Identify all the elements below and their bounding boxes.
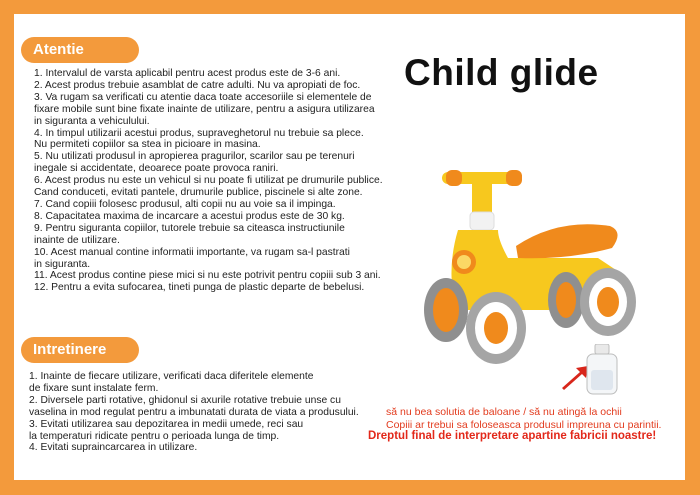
list-line: 2. Acest produs trebuie asamblat de catre adulti. Nu va apropiati de foc. bbox=[34, 79, 361, 91]
list-line: in siguranta a vehiculului. bbox=[34, 115, 150, 127]
list-line: 11. Acest produs contine piese mici si nu este potrivit pentru copiii sub 3 ani. bbox=[34, 270, 381, 282]
list-line: 4. Evitati supraincarcarea in utilizare. bbox=[29, 442, 198, 454]
list-line: 1. Intervalul de varsta aplicabil pentru acest produs este de 3-6 ani. bbox=[34, 68, 341, 79]
list-line: 1. Inainte de fiecare utilizare, verificati daca diferitele elemente bbox=[29, 371, 314, 382]
list-line: 5. Nu utilizati produsul in apropierea pragurilor, scarilor sau pe terenuri bbox=[34, 151, 355, 163]
warning-list bbox=[34, 68, 383, 294]
safety-note-line1: să nu bea solutia de baloane / să nu atingă la ochii bbox=[386, 406, 622, 418]
list-line: la temperaturi ridicate pentru o perioada lunga de timp. bbox=[29, 430, 280, 442]
bike-seat bbox=[516, 224, 618, 258]
list-line: 9. Pentru siguranta copiilor, tutorele trebuie sa citeasca instructiunile bbox=[34, 222, 345, 234]
list-line: inegale si accidentate, deoarece poate provoca raniri. bbox=[34, 163, 279, 175]
handlebar-grip-left bbox=[446, 170, 462, 186]
list-line: 6. Acest produs nu este un vehicul si nu poate fi utilizat pe drumurile publice. bbox=[34, 175, 383, 187]
list-line: Nu permiteti copiilor sa stea in picioare in masina. bbox=[34, 139, 261, 151]
list-line: 10. Acest manual contine informatii importante, va rugam sa-l pastrati bbox=[34, 246, 350, 258]
rights-notice: Dreptul final de interpretare apartine fabricii noastre! bbox=[368, 430, 657, 442]
wheel-rear-left bbox=[424, 278, 468, 342]
list-line: 7. Cand copiii folosesc produsul, alti copii nu au voie sa il impinga. bbox=[34, 198, 336, 210]
list-line: 2. Diversele parti rotative, ghidonul si axurile rotative trebuie unse cu bbox=[29, 394, 341, 406]
balance-bike-illustration bbox=[398, 160, 658, 375]
product-title: Child glide bbox=[404, 52, 599, 93]
list-line: 3. Evitati utilizarea sau depozitarea in medii umede, reci sau bbox=[29, 418, 304, 430]
list-line: 8. Capacitatea maxima de incarcare a acestui produs este de 30 kg. bbox=[34, 210, 345, 222]
wheel-front-right bbox=[580, 268, 636, 336]
maintenance-list bbox=[29, 371, 359, 454]
wheel-rear-right bbox=[548, 272, 584, 328]
handlebar-grip-right bbox=[506, 170, 522, 186]
list-line: 3. Va rugam sa verificati cu atentie daca toate accesoriile si elementele de bbox=[34, 91, 372, 103]
list-line: in siguranta. bbox=[34, 258, 91, 270]
wheel-front-left bbox=[466, 292, 526, 364]
list-line: inainte de utilizare. bbox=[34, 234, 120, 246]
stem-joint bbox=[470, 212, 494, 230]
list-line: 12. Pentru a evita sufocarea, tineti punga de plastic departe de bebelusi. bbox=[34, 282, 365, 294]
safety-note-line2: Copiii ar trebui sa foloseasca produsul impreuna cu parintii. bbox=[386, 419, 662, 431]
badge-face bbox=[457, 255, 471, 269]
list-line: 4. In timpul utilizarii acestui produs, supraveghetorul nu trebuie sa plece. bbox=[34, 127, 364, 139]
list-line: fixare mobile sunt bine fixate inainte de utilizare, pentru a asigura utilizarea bbox=[34, 103, 375, 115]
warning-section-title: Atentie bbox=[21, 37, 139, 63]
list-line: vaselina in mod regulat pentru a imbunatati durata de viata a produsului. bbox=[29, 406, 359, 418]
list-line: de fixare sunt instalate ferm. bbox=[29, 382, 159, 394]
maintenance-section-title: Intretinere bbox=[21, 337, 139, 363]
bubble-solution-bottle-icon bbox=[584, 344, 620, 396]
list-line: Cand conduceti, evitati pantele, drumurile publice, piscinele si alte zone. bbox=[34, 187, 363, 199]
